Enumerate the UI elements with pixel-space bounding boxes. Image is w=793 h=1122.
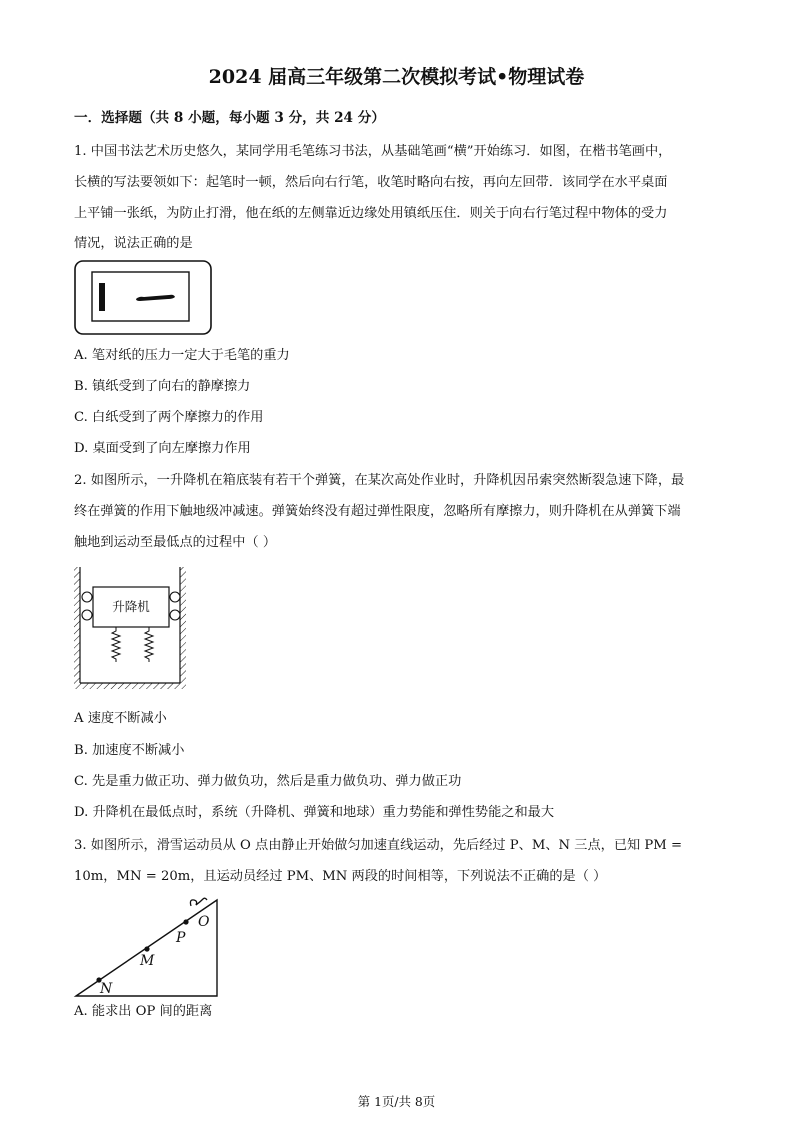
label-m: M <box>140 953 155 969</box>
q2-option-d: D. 升降机在最低点时，系统（升降机、弹簧和地球）重力势能和弹性势能之和最大 <box>74 805 555 820</box>
q1-option-d: D. 桌面受到了向左摩擦力作用 <box>74 441 251 456</box>
q1-option-b: B. 镇纸受到了向右的静摩擦力 <box>74 379 251 394</box>
q2-option-b: B. 加速度不断减小 <box>74 743 185 758</box>
q1-option-c: C. 白纸受到了两个摩擦力的作用 <box>74 410 264 425</box>
paperweight <box>99 283 105 311</box>
q1-line-4: 情况，说法正确的是 <box>74 236 193 251</box>
q1-line-3: 上平铺一张纸，为防止打滑，他在纸的左侧靠近边缘处用镇纸压住．则关于向右行笔过程中物体的受力 <box>74 206 668 221</box>
page-title: 2024 届高三年级第二次模拟考试•物理试卷 <box>208 66 585 88</box>
label-o: O <box>198 914 210 930</box>
q3-figure-ski-slope <box>74 894 224 998</box>
point-p <box>183 919 188 924</box>
spring-left <box>112 627 120 662</box>
skier <box>190 898 207 906</box>
q1-line-2: 长横的写法要领如下：起笔时一顿，然后向右行笔，收笔时略向右按，再向左回带．该同学在水平桌面 <box>74 175 668 190</box>
q1-figure-brush-stroke <box>74 260 214 336</box>
page-footer: 第 1页/共 8页 <box>357 1094 436 1109</box>
q2-line-2: 终在弹簧的作用下触地级冲减速。弹簧始终没有超过弹性限度，忽略所有摩擦力，则升降机在从弹簧下端 <box>74 504 681 519</box>
q2-figure-elevator <box>72 565 192 691</box>
elevator-label: 升降机 <box>112 599 150 614</box>
section-heading: 一．选择题（共 8 小题，每小题 3 分，共 24 分） <box>74 110 385 126</box>
heng-stroke <box>136 295 175 301</box>
q2-option-a: A 速度不断减小 <box>74 711 167 726</box>
q3-line-2: 10m，MN = 20m，且运动员经过 PM、MN 两段的时间相等，下列说法不正确的是（ ） <box>74 869 607 884</box>
point-m <box>144 946 149 951</box>
label-p: P <box>176 930 186 946</box>
q3-option-a: A. 能求出 OP 间的距离 <box>74 1004 213 1019</box>
q3-line-1: 3. 如图所示，滑雪运动员从 O 点由静止开始做匀加速直线运动，先后经过 P、M、N 三点，已知 PM = <box>74 838 683 853</box>
q2-line-1: 2. 如图所示，一升降机在箱底装有若干个弹簧，在某次高处作业时，升降机因吊索突然断裂急速下降，最 <box>74 473 685 488</box>
q1-line-1: 1. 中国书法艺术历史悠久，某同学用毛笔练习书法，从基础笔画“横”开始练习．如图，在楷书笔画中， <box>74 144 672 159</box>
q1-option-a: A. 笔对纸的压力一定大于毛笔的重力 <box>74 348 290 363</box>
q2-option-c: C. 先是重力做正功、弹力做负功，然后是重力做负功、弹力做正功 <box>74 774 462 789</box>
label-n: N <box>100 981 113 997</box>
spring-right <box>145 627 153 662</box>
q2-line-3: 触地到运动至最低点的过程中（ ） <box>74 535 277 550</box>
